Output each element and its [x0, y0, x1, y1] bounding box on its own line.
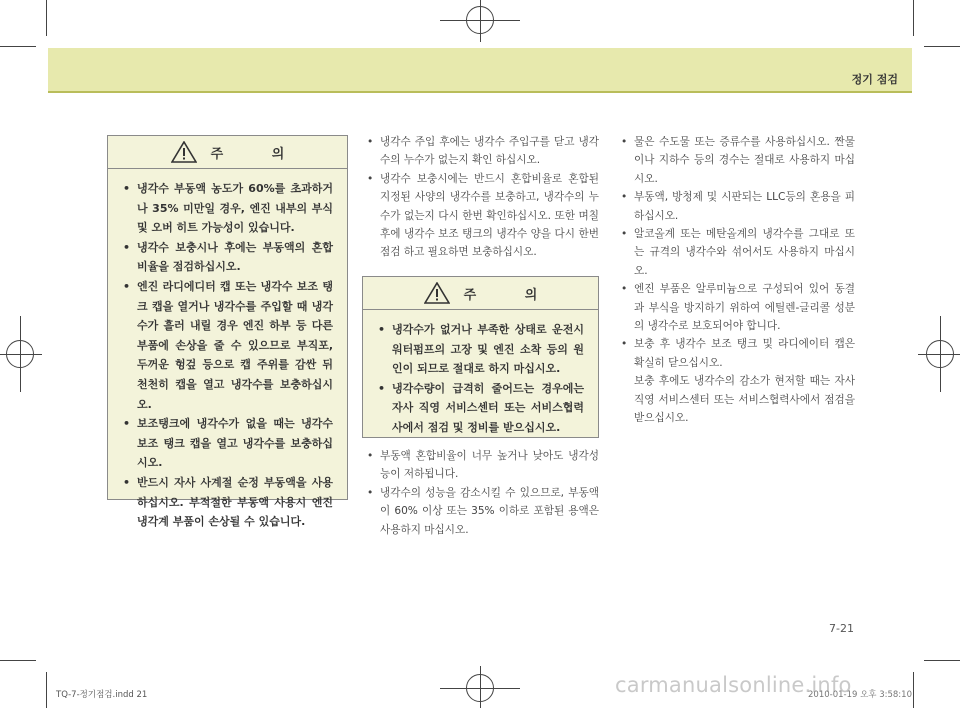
crop-mark	[924, 46, 960, 47]
caution-item: • 냉각수가 없거나 부족한 상태로 운전시 워터펌프의 고장 및 엔진 소착 등의 원인이 되므로 절대로 하지 마십시오.	[377, 320, 584, 379]
caution-item: • 엔진 라디에디터 캡 또는 냉각수 보조 탱크 캡을 열거나 냉각수를 주입할 때 냉각수가 흘러 내릴 경우 엔진 하부 등 다른 부품에 손상을 줄 수 있으므로 부직포, 두꺼운 헝겊 등으로 캡 주위를 감싼 뒤 천천히 캡을 열고 냉각수를 보충하십시오.	[122, 277, 333, 414]
list-item: • 부동액 혼합비율이 너무 높거나 낮아도 냉각성능이 저하됩니다.	[366, 447, 599, 484]
caution-item: • 냉각수량이 급격히 줄어드는 경우에는 자사 직영 서비스센터 또는 서비스협력사에서 점검 및 정비를 받으십시오.	[377, 379, 584, 438]
list-item: • 냉각수 주입 후에는 냉각수 주입구를 닫고 냉각수의 누수가 없는지 확인 하십시오.	[366, 133, 599, 170]
caution-box-middle	[362, 276, 599, 438]
caution-item: • 반드시 자사 사계절 순정 부동액을 사용하십시오. 부적절한 부동액 사용시 엔진 냉각계 부품이 손상될 수 있습니다.	[122, 473, 333, 532]
watermark: carmanualsonline.info	[615, 673, 852, 697]
caution-title: 주 의	[210, 146, 307, 162]
warning-triangle-icon	[171, 141, 197, 163]
warning-triangle-icon	[424, 282, 450, 304]
footer-print-stamp: 2010-01-19 오후 3:58:10	[808, 690, 912, 700]
crop-mark	[913, 0, 914, 36]
section-header	[48, 48, 912, 92]
registration-mark	[440, 20, 520, 21]
caution-item: • 보조탱크에 냉각수가 없을 때는 냉각수 보조 탱크 캡을 열고 냉각수를 보충하십시오.	[122, 414, 333, 473]
caution-box-left	[107, 135, 348, 529]
list-item	[620, 335, 855, 427]
caution-list	[122, 179, 333, 532]
list-item: • 부동액, 방청제 및 시판되는 LLC등의 혼용을 피하십시오.	[620, 188, 855, 225]
section-title: 정기 점검	[851, 73, 898, 86]
header-rule	[48, 91, 912, 93]
crop-mark	[0, 46, 36, 47]
page-number: 7-21	[829, 622, 854, 635]
list-item: • 알코올계 또는 메탄올계의 냉각수를 그대로 또는 규격의 냉각수와 섞어서도 사용하지 마십시오.	[620, 225, 855, 280]
coolant-notes-top	[366, 133, 599, 262]
caution-title: 주 의	[463, 287, 560, 303]
list-item: • 물은 수도물 또는 증류수를 사용하십시오. 짠물이나 지하수 등의 경수는 절대로 사용하지 마십시오.	[620, 133, 855, 188]
caution-item: • 냉각수 부동액 농도가 60%를 초과하거나 35% 미만일 경우, 엔진 내부의 부식 및 오버 히트 가능성이 있습니다.	[122, 179, 333, 238]
caution-list	[377, 320, 584, 438]
crop-mark	[913, 672, 914, 708]
list-item: • 냉각수 보충시에는 반드시 혼합비율로 혼합된 지정된 사양의 냉각수를 보충하고, 냉각수의 누수가 없는지 다시 한번 확인하십시오. 또한 며칠 후에 냉각수 보조 탱크의 냉각수 양을 다시 한번 점검 하고 필요하면 보충하십시오.	[366, 170, 599, 262]
coolant-notes-right	[620, 133, 855, 428]
caution-header	[363, 277, 598, 310]
registration-mark	[918, 354, 960, 355]
registration-mark	[0, 354, 42, 355]
caution-item: • 냉각수 보충시나 후에는 부동액의 혼합 비율을 점검하십시오.	[122, 238, 333, 277]
crop-mark	[46, 672, 47, 708]
footer-file-name: TQ-7-정기점검.indd 21	[56, 690, 148, 700]
registration-mark	[440, 688, 520, 689]
list-item-text: 보충 후 냉각수 보조 탱크 및 라디에이터 캡은 확실히 닫으십시오.	[634, 338, 855, 369]
coolant-notes-bottom	[366, 447, 599, 539]
crop-mark	[46, 0, 47, 36]
registration-mark	[480, 0, 481, 42]
list-item: • 엔진 부품은 알루미늄으로 구성되어 있어 동결과 부식을 방지하기 위하여 에틸렌-글리콜 성분의 냉각수로 보호되어야 합니다.	[620, 280, 855, 335]
crop-mark	[0, 660, 36, 661]
list-item: • 냉각수의 성능을 감소시킬 수 있으므로, 부동액이 60% 이상 또는 35% 이하로 포함된 용액은 사용하지 마십시오.	[366, 484, 599, 539]
caution-header	[108, 136, 347, 169]
list-item-subtext: 보충 후에도 냉각수의 감소가 현저할 때는 자사 직영 서비스센터 또는 서비스협력사에서 점검을 받으십시오.	[634, 375, 855, 425]
registration-mark	[480, 666, 481, 708]
crop-mark	[924, 660, 960, 661]
